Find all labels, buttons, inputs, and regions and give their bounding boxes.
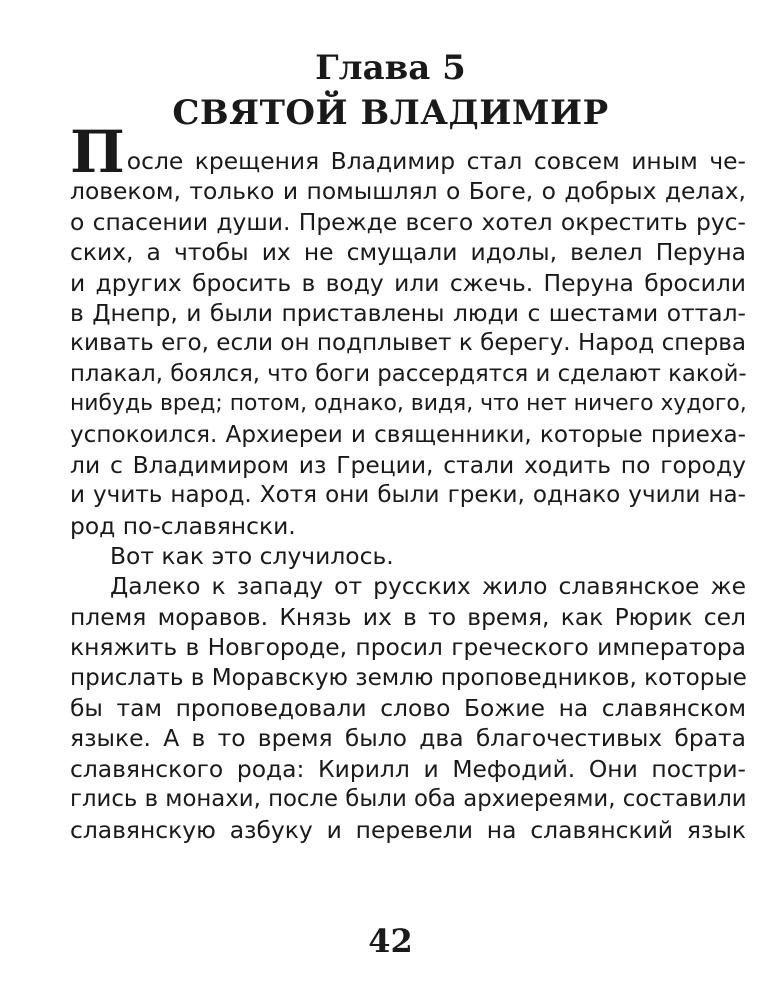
text-line: славянского рода: Кирилл и Мефодий. Они постри- bbox=[70, 754, 746, 783]
text-line: бы там проповедовали слово Божие на славянском bbox=[70, 694, 746, 723]
text-line: племя моравов. Князь их в то время, как Рюрик сел bbox=[70, 602, 746, 631]
text-line: и учить народ. Хотя они были греки, однако учили на- bbox=[70, 482, 746, 509]
text-line: нибудь вред; потом, однако, видя, что нет ничего худого, bbox=[70, 391, 747, 417]
drop-cap: П bbox=[70, 118, 125, 187]
text-line: прислать в Моравскую землю проповедников, которые bbox=[70, 664, 747, 691]
text-line: славянскую азбуку и перевели на славянский язык bbox=[70, 815, 746, 844]
text-line: ловеком, только и помышлял о Боге, о добрых делах, bbox=[70, 177, 746, 206]
text-line: плакал, боялся, что боги рассердятся и сделают какой- bbox=[70, 360, 747, 387]
text-line: кивать его, если он подплывет к берегу. Народ сперва bbox=[70, 330, 746, 357]
text-line: языке. А в то время было два благочестивых брата bbox=[70, 724, 746, 753]
text-line: глись в монахи, после были оба архиереями, составили bbox=[70, 786, 747, 813]
body-text bbox=[70, 118, 747, 845]
text-line: ских, а чтобы их не смущали идолы, велел Перуна bbox=[70, 238, 746, 267]
chapter-title: СВЯТОЙ ВЛАДИМИР bbox=[172, 93, 609, 133]
paragraph-1-line-1 bbox=[70, 118, 746, 187]
text-line: ли с Владимиром из Греции, стали ходить по городу bbox=[70, 450, 746, 479]
text-line: успокоился. Архиереи и священники, которые приеха- bbox=[70, 421, 746, 448]
text-line: о спасении души. Прежде всего хотел окрестить рус- bbox=[70, 207, 746, 236]
text-line: род по-славянски. bbox=[70, 511, 296, 540]
paragraph-2: Вот как это случилось. bbox=[110, 542, 394, 571]
text-line: Далеко к западу от русских жило славянское же bbox=[110, 572, 746, 601]
text-line: княжить в Новгороде, просил греческого императора bbox=[70, 633, 746, 662]
text-line: осле крещения Владимир стал совсем иным че- bbox=[126, 146, 746, 175]
text-line: и других бросить в воду или сжечь. Перуна бросили bbox=[70, 268, 746, 297]
text-line: в Днепр, и были приставлены люди с шестами оттал- bbox=[70, 298, 746, 327]
page-number: 42 bbox=[368, 922, 413, 960]
chapter-number: Глава 5 bbox=[315, 48, 466, 88]
